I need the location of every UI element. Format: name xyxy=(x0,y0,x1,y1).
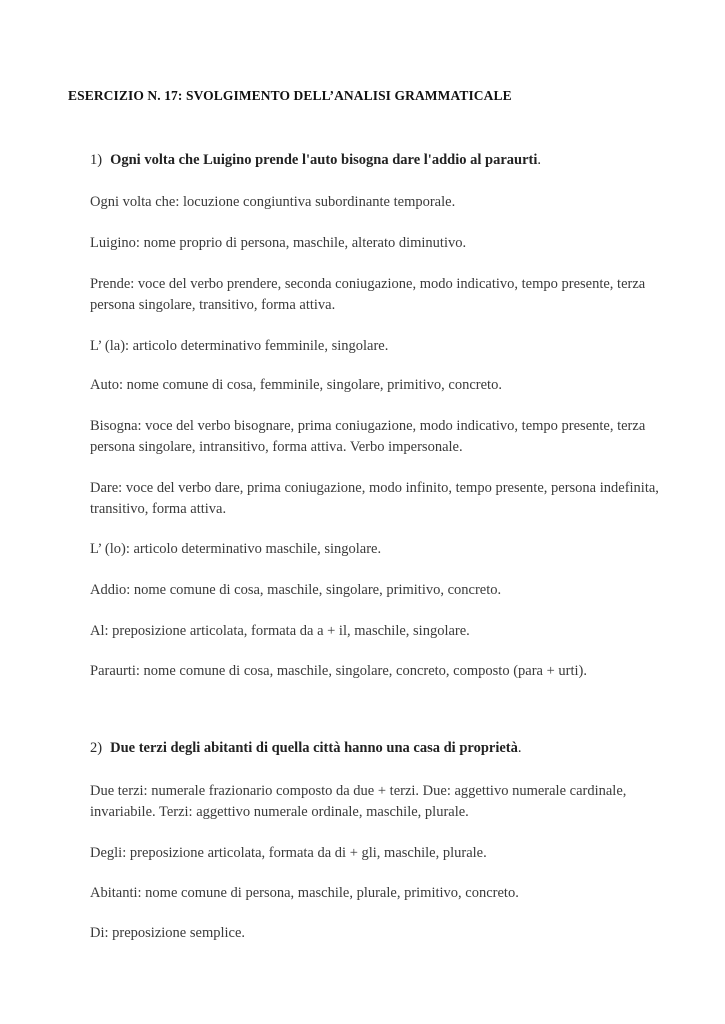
analysis-entry: Addio: nome comune di cosa, maschile, singolare, primitivo, concreto. xyxy=(90,582,502,598)
sentence-number: 2) xyxy=(90,740,103,756)
sentence-2 xyxy=(90,740,522,757)
sentence-text: Due terzi degli abitanti di quella città hanno una casa di proprietà xyxy=(110,740,518,756)
analysis-entry: Due terzi: numerale frazionario composto da due + terzi. Due: aggettivo numerale cardinale, invariabile. Terzi: aggettivo numerale ordinale, maschile, plurale. xyxy=(90,783,627,820)
analysis-entry: Paraurti: nome comune di cosa, maschile, singolare, concreto, composto (para + urti). xyxy=(90,663,587,679)
sentence-number: 1) xyxy=(90,152,103,168)
analysis-entry: L’ (lo): articolo determinativo maschile, singolare. xyxy=(90,541,382,557)
analysis-entry: Auto: nome comune di cosa, femminile, singolare, primitivo, concreto. xyxy=(90,377,502,393)
analysis-entry: Al: preposizione articolata, formata da a + il, maschile, singolare. xyxy=(90,623,470,639)
analysis-entry: Dare: voce del verbo dare, prima coniugazione, modo infinito, tempo presente, persona indefinita, transitivo, forma attiva. xyxy=(90,480,659,517)
sentence-period: . xyxy=(517,740,522,756)
sentence-text: Ogni volta che Luigino prende l'auto bisogna dare l'addio al paraurti xyxy=(110,152,538,168)
analysis-entry: Abitanti: nome comune di persona, maschile, plurale, primitivo, concreto. xyxy=(90,885,519,901)
analysis-entry: L’ (la): articolo determinativo femminile, singolare. xyxy=(90,338,389,354)
analysis-entry: Prende: voce del verbo prendere, seconda coniugazione, modo indicativo, tempo presente, terza persona singolare, transitivo, forma attiva. xyxy=(90,276,646,313)
analysis-entry: Degli: preposizione articolata, formata da di + gli, maschile, plurale. xyxy=(90,845,487,861)
analysis-entry: Ogni volta che: locuzione congiuntiva subordinante temporale. xyxy=(90,194,456,210)
sentence-period: . xyxy=(537,152,542,168)
sentence-1 xyxy=(90,152,541,169)
analysis-entry: Di: preposizione semplice. xyxy=(90,925,246,941)
analysis-entry: Bisogna: voce del verbo bisognare, prima coniugazione, modo indicativo, tempo presente, terza persona singolare, intransitivo, forma attiva. Verbo impersonale. xyxy=(90,418,646,455)
analysis-entry: Luigino: nome proprio di persona, maschile, alterato diminutivo. xyxy=(90,235,467,251)
exercise-title: ESERCIZIO N. 17: SVOLGIMENTO DELL’ANALISI GRAMMATICALE xyxy=(68,88,512,103)
